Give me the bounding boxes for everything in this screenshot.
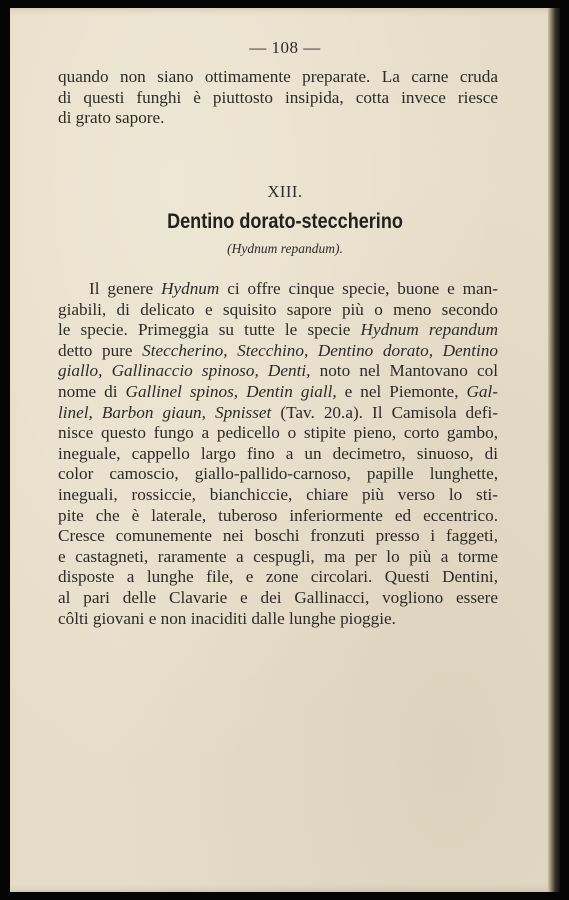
book-page — [10, 8, 560, 892]
text-run: le specie. Primeggia su tutte le specie — [58, 320, 361, 340]
text-line — [58, 341, 498, 362]
latin-name: (Hydnum repandum). — [227, 241, 343, 256]
text-run: color camoscio, giallo-pallido-carnoso, papille lunghette, — [58, 464, 498, 484]
text-line: di questi funghi è piuttosto insipida, cotta invece riesce — [58, 87, 498, 107]
text-run: nisce questo fungo a pedicello o stipite pieno, corto gambo, — [58, 423, 498, 443]
text-run: detto pure — [58, 340, 143, 360]
chapter-title: Dentino dorato-steccherino — [167, 210, 403, 233]
page-number: — 108 — — [249, 38, 321, 57]
italic-text: giallo, Gallinaccio spinoso, Denti, — [58, 361, 311, 381]
text-run: pite che è laterale, tuberoso inferiormente ed eccentrico. — [58, 505, 498, 525]
text-line: di grato sapore. — [58, 108, 165, 128]
italic-text: Gallinel spinos, Dentin giall, — [125, 381, 337, 401]
text-run: ci offre cinque specie, buone e man- — [219, 279, 499, 298]
text-run: nome di — [58, 381, 126, 401]
text-run: al pari delle Clavarie e dei Gallinacci, vogliono essere — [58, 587, 498, 607]
italic-text: linel, Barbon giaun, Spnisset — [58, 402, 272, 422]
text-run: (Tav. 20.a). Il Camisola defi- — [271, 402, 498, 422]
text-run: Il genere — [89, 279, 162, 298]
page-edge-shadow — [548, 8, 560, 892]
text-line: quando non siano ottimamente preparate. La carne cruda — [58, 67, 498, 86]
text-run: e nel Piemonte, — [336, 381, 467, 401]
italic-text: Steccherino, Stecchino, Dentino dorato, Dentino — [142, 340, 498, 360]
text-run: disposte a lunghe file, e zone circolari. Questi Dentini, — [58, 567, 498, 587]
text-run: ineguali, rossiccie, bianchiccie, chiare più verso lo sti- — [58, 484, 498, 504]
text-line — [58, 403, 498, 424]
text-run: noto nel Mantovano col — [310, 361, 498, 381]
text-run: e castagneti, raramente a cespugli, ma per lo più a torme — [58, 546, 498, 566]
body-paragraph — [58, 279, 498, 629]
text-line — [58, 444, 498, 465]
text-line — [58, 361, 498, 382]
text-line — [58, 588, 498, 609]
text-line — [58, 526, 498, 547]
italic-text: Hydnum — [161, 279, 220, 298]
text-run: ineguale, cappello largo fino a un decimetro, sinuoso, di — [58, 443, 498, 463]
text-line — [58, 547, 498, 568]
text-line — [58, 279, 498, 300]
text-run: côlti giovani e non inaciditi dalle lunghe pioggie. — [58, 608, 396, 628]
text-line — [58, 485, 498, 506]
chapter-numeral: XIII. — [267, 182, 303, 201]
text-line — [58, 382, 498, 403]
text-line — [58, 567, 498, 588]
text-run: giabili, di delicato e squisito sapore più o meno secondo — [58, 299, 498, 319]
text-line — [58, 320, 498, 341]
text-run: Cresce comunemente nei boschi fronzuti presso i faggeti, — [58, 526, 498, 546]
text-line — [58, 464, 498, 485]
text-line — [58, 423, 498, 444]
text-line — [58, 300, 498, 321]
intro-paragraph — [58, 67, 498, 129]
italic-text: Hydnum repandum — [360, 320, 498, 340]
italic-text: Gal- — [466, 381, 498, 401]
text-line — [58, 609, 498, 630]
text-line — [58, 506, 498, 527]
